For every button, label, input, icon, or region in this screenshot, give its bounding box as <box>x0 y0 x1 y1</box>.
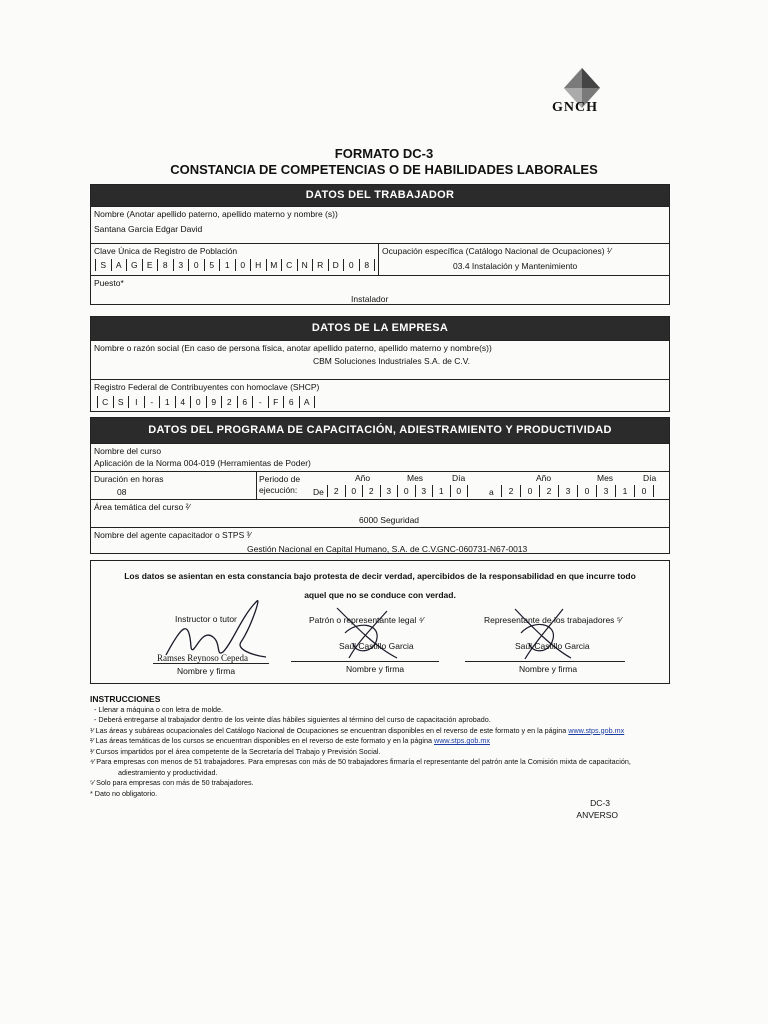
start-date-digit: 0 <box>345 485 363 497</box>
curp-label: Clave Única de Registro de Población <box>94 246 238 256</box>
rfc-char-cell: 2 <box>221 396 237 408</box>
instruction-line-7: ⁵⁄ Solo para empresas con más de 50 trabajadores. <box>90 778 254 787</box>
rfc-label: Registro Federal de Contribuyentes con homoclave (SHCP) <box>94 382 320 392</box>
rfc-char-cell: 6 <box>237 396 253 408</box>
start-date-digit: 0 <box>450 485 469 497</box>
worker-curp-row <box>91 243 669 275</box>
instruction-line-8: * Dato no obligatorio. <box>90 788 158 798</box>
area-row <box>91 499 669 527</box>
company-section <box>90 316 670 412</box>
statement-line-1: Los datos se asientan en esta constancia bajo protesta de decir verdad, apercibidos de la responsabilidad en que incurre todo <box>124 571 636 581</box>
program-section <box>90 417 670 554</box>
company-rfc-row <box>91 379 669 413</box>
curp-char-cell: G <box>126 259 142 271</box>
worker-header: DATOS DEL TRABAJADOR <box>91 185 669 206</box>
position-value: Instalador <box>351 294 389 304</box>
agent-value: Gestión Nacional en Capital Humano, S.A. de C.V. <box>247 544 438 554</box>
period-a: a <box>489 487 494 497</box>
patron-name: Saúl Castillo Garcia <box>339 641 414 651</box>
instruction-line-3-text: ¹⁄ Las áreas y subáreas ocupacionales del Catálogo Nacional de Ocupaciones se encuentran disponibles en el reverso de este formato y en la página <box>90 725 567 735</box>
curp-char-cell: D <box>328 259 344 271</box>
rfc-char-cell: 0 <box>190 396 206 408</box>
company-name-label: Nombre o razón social (En caso de persona física, anotar apellido paterno, apellido materno y nombre(s)) <box>94 343 492 353</box>
rep-label: Representante de los trabajadores ⁵⁄ <box>484 615 622 625</box>
end-date-digit: 0 <box>634 485 654 497</box>
course-label: Nombre del curso <box>94 446 162 456</box>
curp-char-cell: A <box>111 259 127 271</box>
company-name-row <box>91 340 669 379</box>
rfc-char-cell: A <box>299 396 316 408</box>
worker-name-label: Nombre (Anotar apellido paterno, apellido materno y nombre (s)) <box>94 209 338 219</box>
program-header: DATOS DEL PROGRAMA DE CAPACITACIÓN, ADIESTRAMIENTO Y PRODUCTIVIDAD <box>91 418 669 443</box>
curp-char-cell: C <box>281 259 297 271</box>
start-date-digit: 0 <box>397 485 415 497</box>
rep-line <box>465 661 625 662</box>
period-label-2: ejecución: <box>259 485 298 495</box>
duration-row <box>91 471 669 499</box>
stps-link-2[interactable]: www.stps.gob.mx <box>434 736 490 745</box>
rep-signature-icon <box>503 603 583 663</box>
curp-char-cell: 8 <box>359 259 376 271</box>
instructor-line <box>153 663 269 664</box>
start-date-digit: 1 <box>432 485 450 497</box>
start-date-digit: 2 <box>362 485 380 497</box>
rfc-char-cell: 4 <box>175 396 191 408</box>
curp-char-cell: 0 <box>188 259 204 271</box>
curp-char-cell: S <box>95 259 111 271</box>
area-value: 6000 Seguridad <box>359 515 420 525</box>
instruction-line-6: ⁴⁄ Para empresas con menos de 51 trabajadores. Para empresas con más de 50 trabajadores firmaría el representante del patrón ante la Comisión mixta de capacitación, <box>90 757 631 766</box>
end-year-label: Año <box>536 473 552 483</box>
instructor-caption: Nombre y firma <box>177 666 236 676</box>
curp-char-cell: N <box>297 259 313 271</box>
instructor-name: Ramses Reynoso Cepeda <box>157 653 248 663</box>
rfc-char-cell: C <box>97 396 113 408</box>
signature-box <box>90 560 670 684</box>
end-date-digit: 2 <box>501 485 520 497</box>
curp-char-cell: 0 <box>235 259 251 271</box>
end-date-digit: 0 <box>577 485 596 497</box>
form-subtitle: CONSTANCIA DE COMPETENCIAS O DE HABILIDADES LABORALES <box>170 162 598 177</box>
agent-row <box>91 527 669 557</box>
statement-line-2: aquel que no se conduce con verdad. <box>304 590 456 600</box>
curp-char-cell: 1 <box>219 259 235 271</box>
rfc-cells <box>97 396 315 408</box>
logo-text: GNCH <box>552 100 598 115</box>
patron-label: Patrón o representante legal ⁴⁄ <box>309 615 424 625</box>
instruction-line-5: ³⁄ Cursos impartidos por el área competente de la Secretaría del Trabajo y Previsión Social. <box>90 746 381 756</box>
worker-name-value: Santana Garcia Edgar David <box>94 224 203 234</box>
footer-side: ANVERSO <box>576 810 618 820</box>
curp-char-cell: 0 <box>343 259 359 271</box>
rfc-char-cell: 6 <box>283 396 299 408</box>
end-date-digit: 0 <box>520 485 539 497</box>
rfc-char-cell: 1 <box>159 396 175 408</box>
agent-registration: GNC-060731-N67-0013 <box>437 544 528 554</box>
start-date-digit: 3 <box>415 485 433 497</box>
start-date-digit: 2 <box>327 485 345 497</box>
instructor-label: Instructor o tutor <box>175 614 237 624</box>
curp-char-cell: H <box>250 259 266 271</box>
curp-char-cell: 8 <box>157 259 173 271</box>
end-date-cells <box>501 485 654 497</box>
start-date-digit: 3 <box>380 485 398 497</box>
end-date-digit: 1 <box>615 485 634 497</box>
period-de: De <box>313 487 324 497</box>
curp-char-cell: 3 <box>173 259 189 271</box>
rep-name: Saúl Castillo Garcia <box>515 641 590 651</box>
worker-section <box>90 184 670 305</box>
curp-char-cell: 5 <box>204 259 220 271</box>
instruction-line-2: - Deberá entregarse al trabajador dentro de los veinte días hábiles siguientes al término del curso de capacitación aprobado. <box>94 715 491 724</box>
end-month-label: Mes <box>597 473 614 483</box>
rfc-char-cell: 9 <box>206 396 222 408</box>
curp-char-cell: R <box>312 259 328 271</box>
position-label: Puesto* <box>94 278 124 288</box>
form-title: FORMATO DC-3 <box>334 146 434 161</box>
rfc-char-cell: S <box>113 396 129 408</box>
rep-caption: Nombre y firma <box>519 664 578 674</box>
instruction-line-3 <box>90 726 631 737</box>
company-name-value: CBM Soluciones Industriales S.A. de C.V. <box>313 356 471 366</box>
instruction-line-4-text: ²⁄ Las áreas temáticas de los cursos se encuentran disponibles en el reverso de este formato y en la página <box>90 736 432 745</box>
area-label: Área temática del curso ²⁄ <box>94 502 190 512</box>
start-year-label: Año <box>355 473 371 483</box>
end-date-digit: 2 <box>539 485 558 497</box>
period-label-1: Periodo de <box>259 474 301 484</box>
rfc-char-cell: - <box>144 396 160 408</box>
worker-position-row <box>91 275 669 307</box>
company-header: DATOS DE LA EMPRESA <box>91 317 669 340</box>
start-day-label: Día <box>452 473 466 483</box>
instructions <box>90 694 631 799</box>
patron-caption: Nombre y firma <box>346 664 405 674</box>
patron-line <box>291 661 439 662</box>
rfc-char-cell: - <box>252 396 268 408</box>
start-date-cells <box>327 485 468 497</box>
end-day-label: Día <box>643 473 657 483</box>
rfc-char-cell: F <box>268 396 284 408</box>
curp-char-cell: M <box>266 259 282 271</box>
rfc-char-cell: I <box>128 396 144 408</box>
instruction-line-6b: adiestramiento y productividad. <box>118 767 218 777</box>
start-month-label: Mes <box>407 473 424 483</box>
instruction-line-1: - Llenar a máquina o con letra de molde. <box>94 704 224 714</box>
end-date-digit: 3 <box>558 485 577 497</box>
duration-label: Duración en horas <box>94 474 164 484</box>
curp-char-cell: E <box>142 259 158 271</box>
instructions-heading: INSTRUCCIONES <box>90 694 161 704</box>
occupation-value: 03.4 Instalación y Mantenimiento <box>453 261 578 271</box>
instruction-line-4 <box>90 736 631 747</box>
course-row <box>91 443 669 471</box>
course-value: Aplicación de la Norma 004-019 (Herramientas de Poder) <box>94 458 311 468</box>
end-date-digit: 3 <box>596 485 615 497</box>
occupation-label: Ocupación específica (Catálogo Nacional de Ocupaciones) ¹⁄ <box>382 246 612 256</box>
worker-name-row <box>91 206 669 243</box>
curp-cells <box>95 259 375 271</box>
duration-value: 08 <box>117 487 127 497</box>
footer-code: DC-3 <box>590 798 610 808</box>
agent-label: Nombre del agente capacitador o STPS ³⁄ <box>94 530 251 540</box>
stps-link-1[interactable]: www.stps.gob.mx <box>568 725 625 735</box>
patron-signature-icon <box>327 603 407 663</box>
